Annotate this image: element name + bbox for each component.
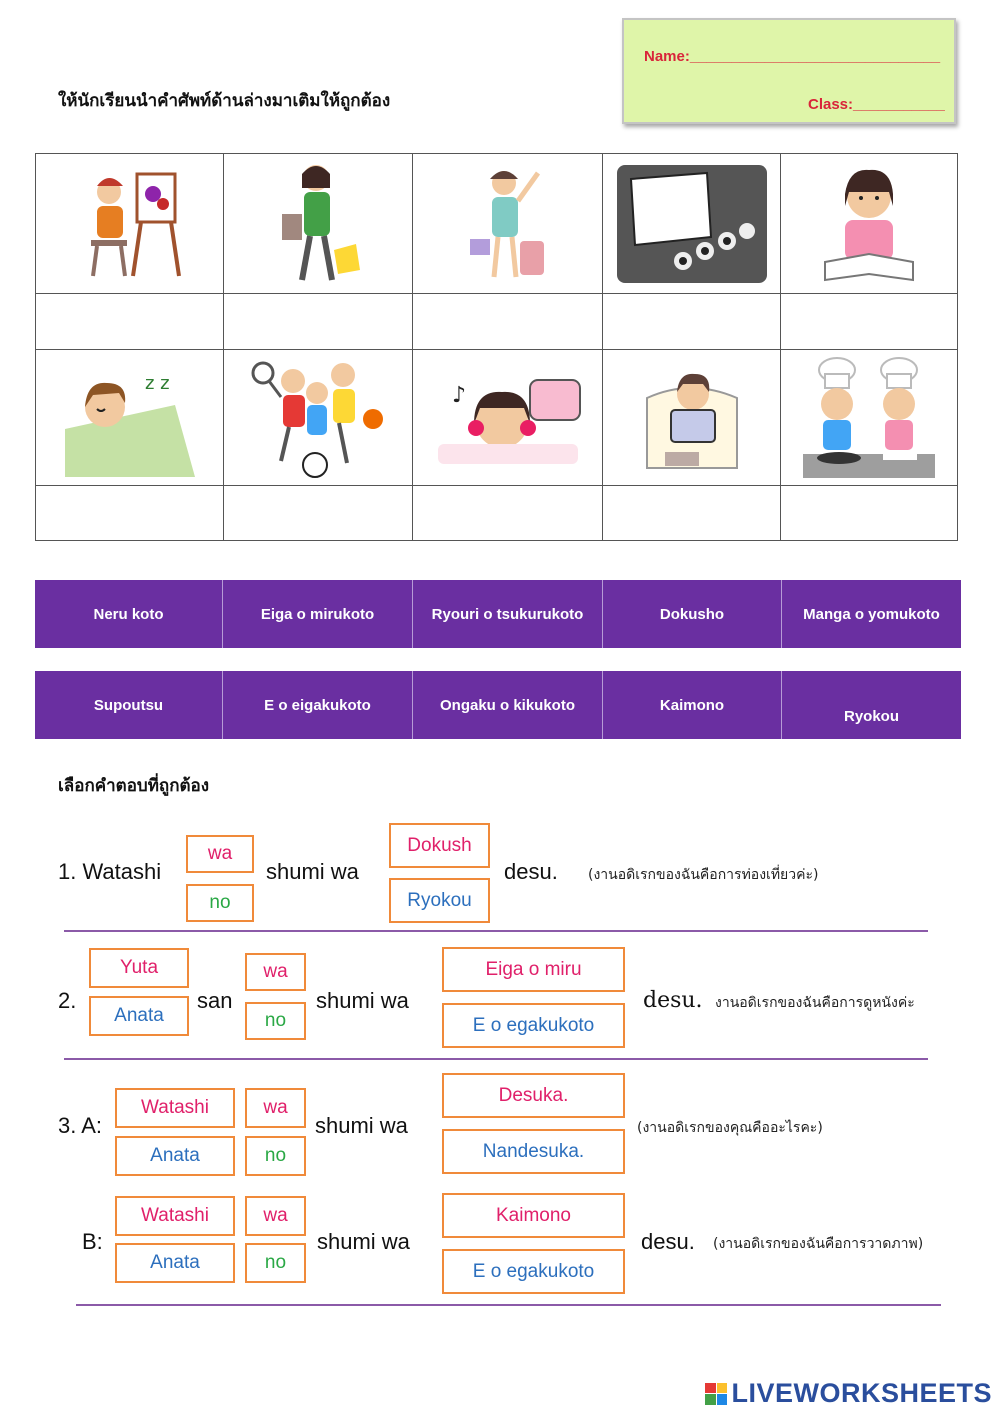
q3a-option-no[interactable]: no [245,1136,306,1176]
q1-prefix: 1. Watashi [58,859,162,884]
answer-blank[interactable] [223,293,413,350]
word-bank-row-1 [35,580,961,648]
divider [76,1304,941,1306]
q1-thai-translation: (งานอดิเรกของฉันคือการท่องเที่ยวค่ะ) [588,867,819,883]
q2-thai-translation: งานอดิเรกของฉันคือการดูหนังค่ะ [715,995,915,1011]
q2-option-e-o-egakukoto[interactable]: E o egakukoto [442,1003,625,1048]
divider [64,930,928,932]
picture-cell [780,349,958,486]
q3b-option-kaimono[interactable]: Kaimono [442,1193,625,1238]
answer-blank[interactable] [602,293,781,350]
q3a-mid: shumi wa [315,1113,408,1138]
sports-icon [243,353,393,483]
q2-prefix: 2. [58,988,77,1013]
word-chip[interactable]: Kaimono [603,671,782,739]
picture-cell [602,349,781,486]
q3b-thai-translation: (งานอดิเรกของฉันคือการวาดภาพ) [713,1236,924,1252]
answer-blank[interactable] [35,485,224,541]
q3a-option-anata[interactable]: Anata [115,1136,235,1176]
q2-option-eiga-o-miru[interactable]: Eiga o miru [442,947,625,992]
q3b-option-anata[interactable]: Anata [115,1243,235,1283]
shopping-icon [268,158,368,290]
picture-cell [412,349,603,486]
music-icon [428,368,588,468]
q2-san: san [197,988,233,1013]
word-bank-row-2 [35,671,961,739]
brand-text: LIVEWORKSHEETS [731,1378,992,1408]
instruction-fill-words: ให้นักเรียนนำคำศัพท์ด้านล่างมาเติมให้ถูกต้อง [58,91,391,111]
painting-icon [75,164,185,284]
q3b-suffix: desu. [641,1229,695,1254]
word-chip[interactable]: Supoutsu [35,671,223,739]
q3b-option-wa[interactable]: wa [245,1196,306,1236]
q3b-option-e-o-egakukoto[interactable]: E o egakukoto [442,1249,625,1294]
instruction-choose-answer: เลือกคำตอบที่ถูกต้อง [58,776,210,796]
manga-reading-icon [627,358,757,478]
picture-cell [223,153,413,294]
q2-option-anata[interactable]: Anata [89,996,189,1036]
liveworksheets-logo [705,1378,992,1409]
word-chip[interactable]: E o eigakukoto [223,671,413,739]
q2-option-wa[interactable]: wa [245,953,306,991]
q3a-option-desuka[interactable]: Desuka. [442,1073,625,1118]
word-chip[interactable]: Manga o yomukoto [782,580,961,648]
name-label: Name:______________________________ [644,48,941,65]
travel-icon [458,159,558,289]
q1-option-no[interactable]: no [186,884,254,922]
name-class-box [622,18,956,124]
q3a-thai-translation: (งานอดิเรกของคุณคืออะไรคะ) [637,1120,823,1136]
answer-blank[interactable] [223,485,413,541]
answer-blank[interactable] [412,293,603,350]
word-chip[interactable]: Ryouri o tsukurukoto [413,580,603,648]
q1-mid: shumi wa [266,859,359,884]
liveworksheets-logo-icon [705,1383,727,1405]
word-chip[interactable]: Dokusho [603,580,782,648]
q3b-prefix: B: [82,1229,103,1254]
movie-theater-icon [617,165,767,283]
divider [64,1058,928,1060]
word-chip[interactable]: Ryokou [782,671,961,739]
q2-suffix: desu. [643,988,703,1013]
q3a-prefix: 3. A: [58,1113,103,1138]
q3a-option-watashi[interactable]: Watashi [115,1088,235,1128]
q3b-mid: shumi wa [317,1229,410,1254]
q1-option-ryokou[interactable]: Ryokou [389,878,490,923]
svg-text:♪: ♪ [451,382,466,408]
reading-icon [809,162,929,286]
word-chip[interactable]: Neru koto [35,580,223,648]
q1-option-dokush[interactable]: Dokush [389,823,490,868]
picture-cell [602,153,781,294]
q1-option-wa[interactable]: wa [186,835,254,873]
picture-cell [35,349,224,486]
picture-cell [412,153,603,294]
picture-cell [223,349,413,486]
answer-blank[interactable] [412,485,603,541]
word-chip[interactable]: Ongaku o kikukoto [413,671,603,739]
picture-grid [35,154,961,542]
answer-blank[interactable] [602,485,781,541]
q2-mid: shumi wa [316,988,409,1013]
picture-cell [35,153,224,294]
word-chip[interactable]: Eiga o mirukoto [223,580,413,648]
q3a-option-nandesuka[interactable]: Nandesuka. [442,1129,625,1174]
cooking-icon [799,354,939,482]
q3a-option-wa[interactable]: wa [245,1088,306,1128]
sleeping-icon [65,359,195,477]
class-label: Class:___________ [808,96,945,113]
svg-text:z z: z z [144,372,170,394]
q2-option-no[interactable]: no [245,1002,306,1040]
q2-option-yuta[interactable]: Yuta [89,948,189,988]
picture-cell [780,153,958,294]
answer-blank[interactable] [780,485,958,541]
answer-blank[interactable] [35,293,224,350]
answer-blank[interactable] [780,293,958,350]
q3b-option-watashi[interactable]: Watashi [115,1196,235,1236]
q1-suffix: desu. [504,859,558,884]
q3b-option-no[interactable]: no [245,1243,306,1283]
